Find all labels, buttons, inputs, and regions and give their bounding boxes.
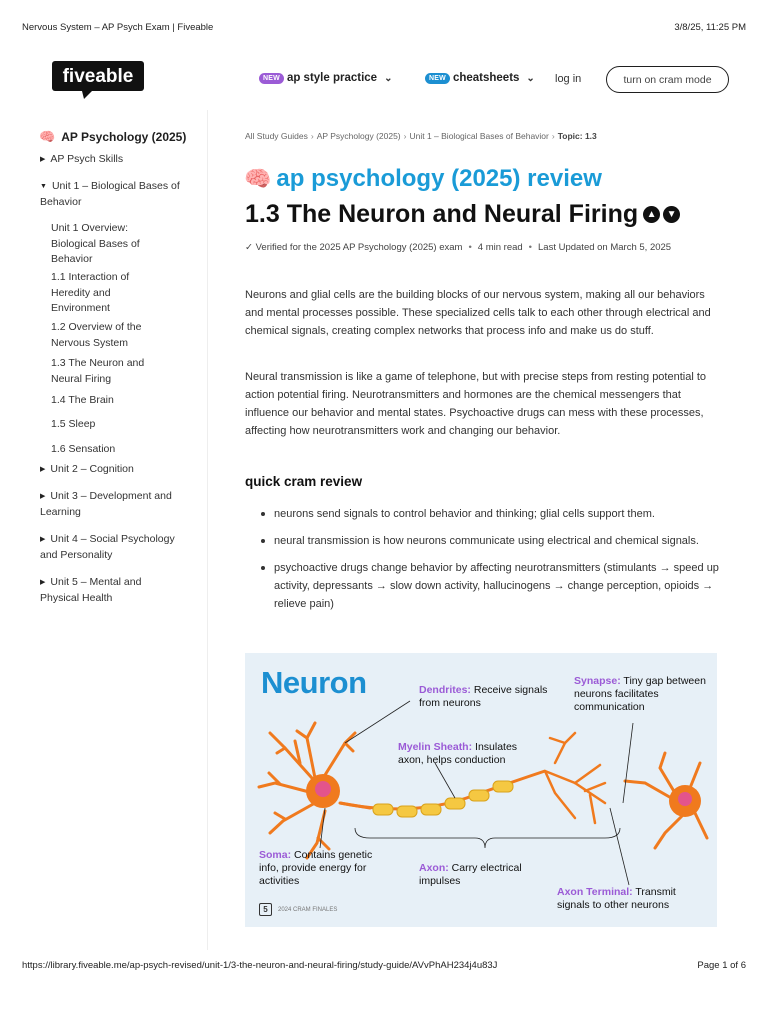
print-footer (22, 960, 746, 974)
page-title-text: 1.3 The Neuron and Neural Firing (245, 200, 639, 228)
label-term: Dendrites: (419, 684, 471, 696)
caret-right-icon: ▶ (40, 156, 46, 163)
breadcrumb-separator-icon: › (310, 131, 314, 141)
intro-paragraph-2: Neural transmission is like a game of telephone, but with precise steps from resting potential to action potential firing. Neurotransmitters and hormones are the chemical messengers that influence our behavior and mental states. Psychoactive drugs can mess with these processes, affecting how neurotransmitters work and changing our behavior. (245, 371, 707, 437)
logo-mark (52, 61, 144, 99)
label-term: Myelin Sheath: (398, 741, 473, 753)
list-item: neural transmission is how neurons communicate using electrical and chemical signals. (259, 532, 719, 550)
verified-text: Verified for the 2025 AP Psychology (2025) exam (255, 242, 463, 253)
sidebar-item-1-3[interactable]: 1.3 The Neuron and Neural Firing (51, 357, 145, 385)
label-soma (259, 849, 384, 888)
figure-credit-text: 2024 CRAM FINALES (278, 906, 338, 913)
meta-separator: • (528, 242, 532, 253)
label-text: Transmit signals to other neurons (557, 886, 676, 911)
print-page-title: Nervous System – AP Psych Exam | Fiveable (22, 22, 214, 33)
sidebar-item-unit-4[interactable] (40, 532, 185, 563)
sidebar-course-title[interactable] (39, 129, 186, 145)
nav-cheatsheets-label: cheatsheets (452, 72, 520, 84)
read-time: 4 min read (477, 242, 523, 253)
caret-right-icon: ▶ (40, 493, 46, 500)
print-header (22, 22, 746, 36)
breadcrumb-separator-icon: › (551, 131, 555, 141)
label-text: Contains genetic info, provide energy for activities (259, 849, 373, 887)
sidebar-item-label: Unit 5 – Mental and Physical Health (40, 576, 142, 604)
sidebar-item-unit-3[interactable] (40, 489, 185, 520)
check-icon: ✓ (245, 242, 253, 253)
sidebar-item-unit-1[interactable] (40, 179, 180, 210)
figure-title: Neuron (261, 665, 367, 700)
sidebar-item-unit-5[interactable] (40, 575, 170, 606)
print-datetime: 3/8/25, 11:25 PM (674, 22, 746, 33)
brain-icon: 🧠 (244, 166, 272, 191)
sidebar-item-label: Unit 2 – Cognition (50, 463, 134, 475)
sidebar-item-label: Unit 4 – Social Psychology and Personality (40, 533, 175, 561)
new-badge: NEW (259, 73, 284, 84)
sidebar-course-title-label: AP Psychology (2025) (61, 130, 187, 144)
label-synapse (574, 675, 712, 714)
sidebar-item-1-5[interactable]: 1.5 Sleep (51, 418, 96, 430)
sidebar-item-label: AP Psych Skills (50, 153, 124, 165)
nav-cheatsheets[interactable] (425, 72, 535, 84)
nav-ap-style-practice-label: ap style practice (286, 72, 378, 84)
sidebar-item-1-4[interactable]: 1.4 The Brain (51, 394, 114, 406)
login-link[interactable]: log in (555, 73, 582, 85)
caret-right-icon: ▶ (40, 579, 46, 586)
article-meta (245, 242, 671, 253)
print-url: https://library.fiveable.me/ap-psych-revised/unit-1/3-the-neuron-and-neural-firing/study-guide/AVvPhAH234j4u83J (22, 960, 498, 971)
thumbs-down-icon[interactable]: ▼ (663, 206, 680, 223)
breadcrumb-all-study-guides[interactable]: All Study Guides (245, 131, 308, 141)
list-item: neurons send signals to control behavior and thinking; glial cells support them. (259, 505, 719, 523)
label-term: Axon Terminal: (557, 886, 633, 898)
breadcrumb (245, 131, 597, 141)
label-term: Axon: (419, 862, 449, 874)
label-text: Tiny gap between neurons facilitates communication (574, 675, 706, 713)
label-text: Carry electrical impulses (419, 862, 522, 887)
cram-mode-button[interactable]: turn on cram mode (606, 66, 729, 93)
breadcrumb-current: Topic: 1.3 (557, 131, 597, 141)
breadcrumb-unit-1[interactable]: Unit 1 – Biological Bases of Behavior (409, 131, 549, 141)
list-item: psychoactive drugs change behavior by affecting neurotransmitters (stimulants → speed up activity, depressants → slow down activity, hallucinogens → change perception, opioids → relieve pain) (259, 559, 719, 613)
label-axon-terminal (557, 886, 707, 912)
caret-right-icon: ▶ (40, 536, 46, 543)
cram-review-list (259, 505, 719, 622)
meta-separator: • (468, 242, 472, 253)
figure-credit (259, 903, 337, 916)
nav-ap-style-practice[interactable] (259, 72, 392, 84)
brain-icon: 🧠 (39, 129, 56, 144)
label-myelin-sheath (398, 741, 533, 767)
label-text: Insulates axon, helps conduction (398, 741, 518, 766)
caret-right-icon: ▶ (40, 466, 46, 473)
logo-text: fiveable (62, 66, 134, 87)
chevron-down-icon: ⌄ (384, 72, 393, 84)
sidebar-item-1-1[interactable]: 1.1 Interaction of Heredity and Environment (51, 271, 130, 314)
label-text: Receive signals from neurons (419, 684, 548, 709)
breadcrumb-ap-psychology[interactable]: AP Psychology (2025) (316, 131, 401, 141)
sidebar-item-unit-2[interactable] (40, 462, 200, 478)
subject-heading-text: ap psychology (2025) review (276, 165, 602, 192)
sidebar-item-label: Unit 1 – Biological Bases of Behavior (40, 180, 180, 208)
sidebar-item-1-6[interactable]: 1.6 Sensation (51, 443, 116, 455)
intro-paragraph-1: Neurons and glial cells are the building blocks of our nervous system, making all our behaviors and mental processes possible. These specialized cells talk to each other through electrical and chemical signals, creating complex networks that process info and make us do stuff. (245, 289, 711, 337)
sidebar-item-unit-1-overview[interactable]: Unit 1 Overview: Biological Bases of Behavior (51, 222, 140, 265)
label-term: Soma: (259, 849, 292, 861)
last-updated: Last Updated on March 5, 2025 (538, 242, 672, 253)
label-term: Synapse: (574, 675, 621, 687)
page-title (245, 200, 680, 229)
subject-heading (244, 165, 602, 193)
sidebar-item-ap-psych-skills[interactable] (40, 152, 200, 168)
section-heading-quick-cram-review: quick cram review (245, 474, 363, 489)
neuron-diagram-image (245, 653, 717, 927)
fiveable-logo[interactable] (52, 61, 144, 99)
label-dendrites (419, 684, 559, 710)
label-axon (419, 862, 539, 888)
breadcrumb-separator-icon: › (403, 131, 407, 141)
cram-finales-logo-icon: 5 (259, 903, 272, 916)
thumbs-up-icon[interactable]: ▲ (643, 206, 660, 223)
caret-down-icon: ▼ (40, 183, 47, 190)
sidebar (0, 110, 208, 950)
sidebar-item-label: Unit 3 – Development and Learning (40, 490, 172, 518)
new-badge: NEW (425, 73, 450, 84)
print-page-number: Page 1 of 6 (697, 960, 746, 971)
chevron-down-icon: ⌄ (526, 72, 535, 84)
sidebar-item-1-2[interactable]: 1.2 Overview of the Nervous System (51, 321, 142, 349)
